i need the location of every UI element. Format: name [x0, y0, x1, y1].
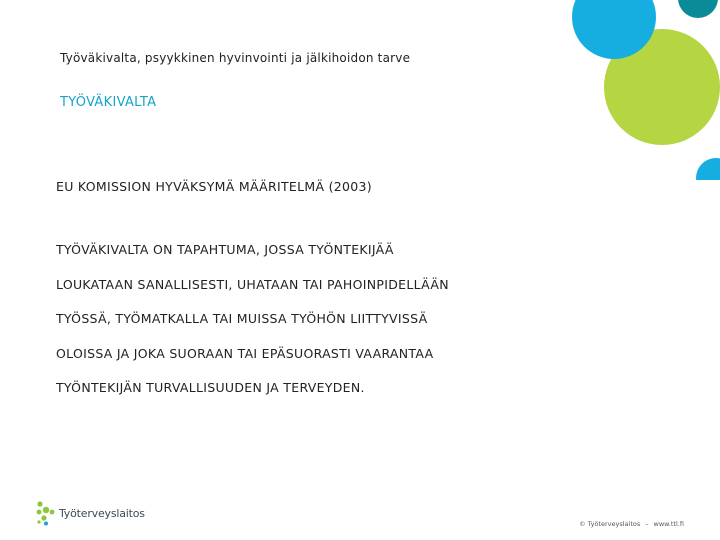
small-blue-circle-shape	[696, 158, 720, 180]
definition-line: OLOISSA JA JOKA SUORAAN TAI EPÄSUORASTI VAARANTAA	[56, 345, 434, 361]
section-title: TYÖVÄKIVALTA	[60, 95, 157, 110]
presentation-title: Työväkivalta, psyykkinen hyvinvointi ja jälkihoidon tarve	[60, 51, 411, 65]
footer-separator: –	[645, 520, 649, 528]
organization-logo	[35, 500, 145, 526]
definition-line: TYÖSSÄ, TYÖMATKALLA TAI MUISSA TYÖHÖN LIITTYVISSÄ	[56, 311, 428, 326]
ttl-logo-icon	[35, 500, 57, 526]
definition-line: LOUKATAAN SANALLISESTI, UHATAAN TAI PAHOINPIDELLÄÄN	[56, 276, 449, 292]
footer-copyright: © Työterveyslaitos	[579, 520, 641, 528]
footer-website-link[interactable]: www.ttl.fi	[653, 520, 684, 528]
logo-text: Työterveyslaitos	[59, 506, 145, 520]
decorative-circles	[560, 0, 720, 180]
definition-heading: EU KOMISSION HYVÄKSYMÄ MÄÄRITELMÄ (2003)	[56, 179, 372, 194]
definition-line: TYÖVÄKIVALTA ON TAPAHTUMA, JOSSA TYÖNTEKIJÄÄ	[56, 242, 394, 257]
teal-circle-shape	[678, 0, 718, 18]
footer	[579, 520, 684, 528]
definition-line: TYÖNTEKIJÄN TURVALLISUUDEN JA TERVEYDEN.	[56, 380, 365, 395]
definition-text	[56, 242, 449, 415]
